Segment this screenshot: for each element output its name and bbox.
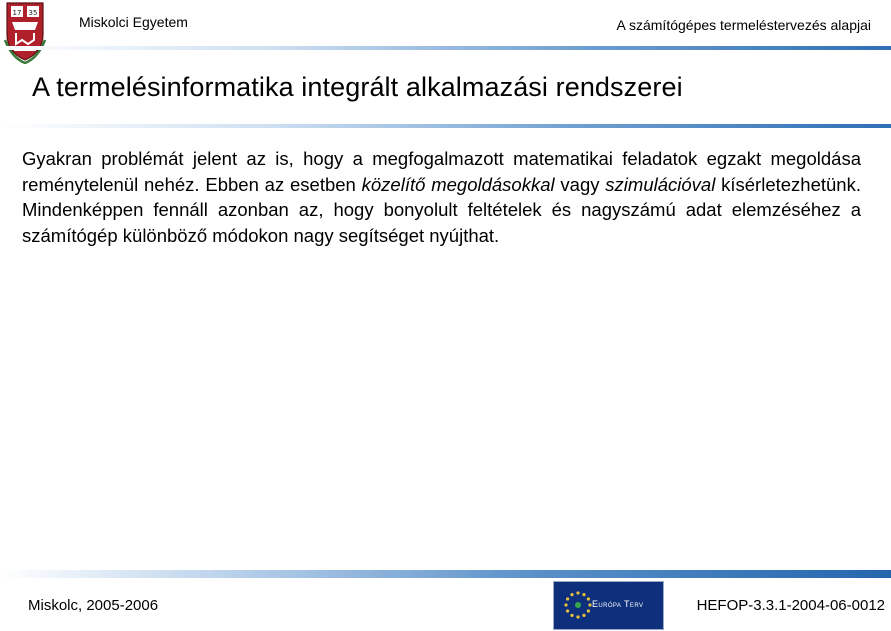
title-divider: [0, 124, 891, 128]
paragraph-text-1: Gyakran problémát jelent az is, hogy a megfogalmazott matematikai feladatok egzakt megoldása reménytelenül nehéz. Ebben az esetben: [22, 148, 861, 195]
svg-text:17: 17: [12, 9, 22, 17]
footer-divider: [0, 570, 891, 578]
header-course-title: A számítógépes termeléstervezés alapjai: [616, 17, 871, 33]
paragraph-italic-1: közelítő megoldásokkal: [361, 173, 555, 195]
paragraph-italic-2: szimulációval: [605, 173, 716, 195]
paragraph-text-2: vagy: [554, 173, 606, 195]
header-university: Miskolci Egyetem: [79, 14, 188, 30]
slide-title: A termelésinformatika integrált alkalmazási rendszerei: [32, 72, 683, 102]
europa-terv-logo: [553, 581, 664, 630]
footer-project-code: HEFOP-3.3.1-2004-06-0012: [696, 597, 885, 614]
paragraph-text-3: kísérletezhetünk. Mindenképpen fennáll azonban az, hogy bonyolult feltételek és nagyszámú adat elemzéséhez a számítógép különböző módokon nagy segítséget nyújthat.: [22, 173, 861, 246]
footer-place-date: Miskolc, 2005-2006: [28, 597, 159, 614]
header-divider: [0, 46, 891, 50]
slide-paragraph: [22, 146, 861, 248]
svg-text:35: 35: [28, 9, 38, 17]
europa-terv-logo-text: Európa Terv: [592, 599, 644, 609]
university-crest-icon: [4, 0, 46, 64]
